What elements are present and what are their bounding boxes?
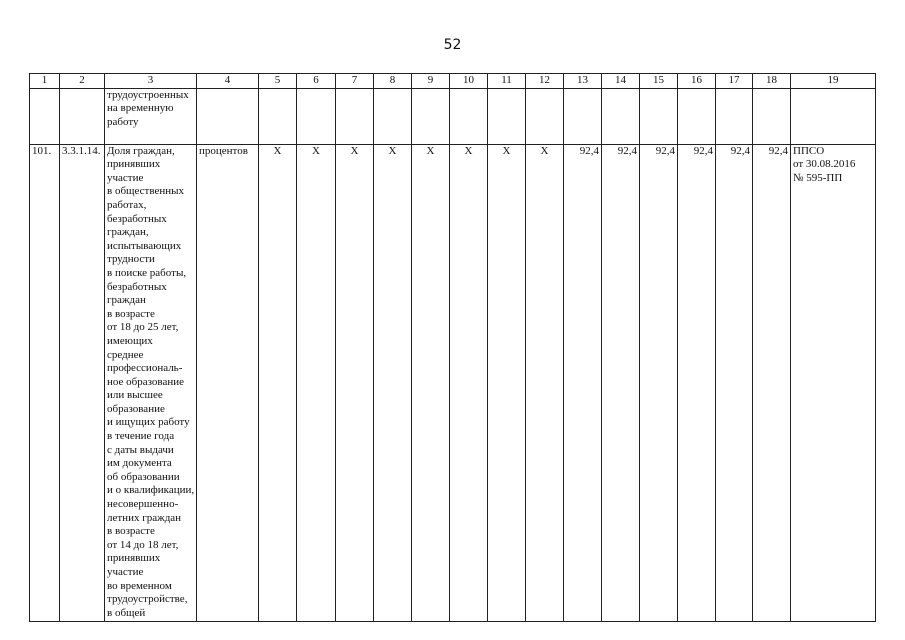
value-cell: 92,4 xyxy=(678,144,716,621)
value-cell: X xyxy=(374,144,412,621)
description-line: трудоустройстве, xyxy=(107,593,188,606)
description-line: в возрасте xyxy=(107,525,155,538)
column-header: 17 xyxy=(716,74,753,89)
column-header: 10 xyxy=(450,74,488,89)
description-line: об образовании xyxy=(107,470,180,483)
source-cell xyxy=(791,144,876,621)
description-line: на временную xyxy=(107,102,174,115)
description-line: безработных xyxy=(107,280,167,293)
column-header: 16 xyxy=(678,74,716,89)
description-line: им документа xyxy=(107,457,172,470)
description-line: Доля граждан, xyxy=(107,144,175,157)
column-header: 2 xyxy=(60,74,105,89)
page-number: 52 xyxy=(443,37,462,53)
value-cell: 92,4 xyxy=(564,144,602,621)
row-number: 101. xyxy=(30,144,60,621)
column-header: 19 xyxy=(791,74,876,89)
source-line: от 30.08.2016 xyxy=(793,158,856,171)
description-line: или высшее xyxy=(107,389,163,402)
source-line: ППСО xyxy=(793,144,825,157)
description-line: от 18 до 25 лет, xyxy=(107,321,179,334)
column-header: 1 xyxy=(30,74,60,89)
column-header: 4 xyxy=(197,74,259,89)
description-line: несовершенно- xyxy=(107,498,179,511)
continuation-description xyxy=(105,88,197,144)
value-cell: X xyxy=(450,144,488,621)
description-line: участие xyxy=(107,566,144,578)
value-cell: 92,4 xyxy=(753,144,791,621)
description-line: безработных xyxy=(107,212,167,225)
column-header: 7 xyxy=(336,74,374,89)
description-line: участие xyxy=(107,171,144,184)
indicator-table xyxy=(29,73,876,622)
header-row xyxy=(30,74,876,89)
description-line: трудоустроенных xyxy=(107,88,189,101)
value-cell: X xyxy=(297,144,336,621)
description-line: среднее xyxy=(107,348,144,361)
description-line: принявших xyxy=(107,552,161,565)
description-line: летних граждан xyxy=(107,511,182,524)
value-cell: 92,4 xyxy=(640,144,678,621)
value-cell: X xyxy=(259,144,297,621)
description-line: работу xyxy=(107,115,139,128)
description-line: профессиональ- xyxy=(107,362,183,375)
column-header: 3 xyxy=(105,74,197,89)
description-line: в общественных xyxy=(107,185,185,198)
description-line: имеющих xyxy=(107,334,153,347)
description-line: во временном xyxy=(107,579,172,592)
description-line: ное образование xyxy=(107,375,184,388)
unit-cell: процентов xyxy=(197,144,259,621)
description-line: с даты выдачи xyxy=(107,443,174,456)
column-header: 14 xyxy=(602,74,640,89)
description-line: принявших xyxy=(107,158,161,171)
description-line: от 14 до 18 лет, xyxy=(107,538,179,551)
description-line: в общей xyxy=(107,606,146,619)
description-line: и ищущих работу xyxy=(107,416,190,429)
column-header: 9 xyxy=(412,74,450,89)
source-line: № 595-ПП xyxy=(793,171,843,184)
description-line: трудности xyxy=(107,253,155,266)
column-header: 18 xyxy=(753,74,791,89)
column-header: 11 xyxy=(488,74,526,89)
description-line: в поиске работы, xyxy=(107,266,187,279)
column-header: 13 xyxy=(564,74,602,89)
column-header: 6 xyxy=(297,74,336,89)
description-line: в возрасте xyxy=(107,307,155,320)
description-line: граждан xyxy=(107,294,146,307)
column-header: 15 xyxy=(640,74,678,89)
column-header: 12 xyxy=(526,74,564,89)
description-line: в течение года xyxy=(107,430,175,443)
description-line: граждан, xyxy=(107,226,149,239)
value-cell: X xyxy=(412,144,450,621)
table-row xyxy=(30,144,876,621)
value-cell: X xyxy=(526,144,564,621)
row-code: 3.3.1.14. xyxy=(60,144,105,621)
continuation-row xyxy=(30,88,876,144)
value-cell: X xyxy=(336,144,374,621)
value-cell: X xyxy=(488,144,526,621)
value-cell: 92,4 xyxy=(602,144,640,621)
row-description xyxy=(105,144,197,621)
description-line: испытывающих xyxy=(107,239,182,252)
column-header: 8 xyxy=(374,74,412,89)
value-cell: 92,4 xyxy=(716,144,753,621)
description-line: и о квалификации, xyxy=(107,484,195,497)
description-line: образование xyxy=(107,402,165,415)
description-line: работах, xyxy=(107,198,147,211)
column-header: 5 xyxy=(259,74,297,89)
